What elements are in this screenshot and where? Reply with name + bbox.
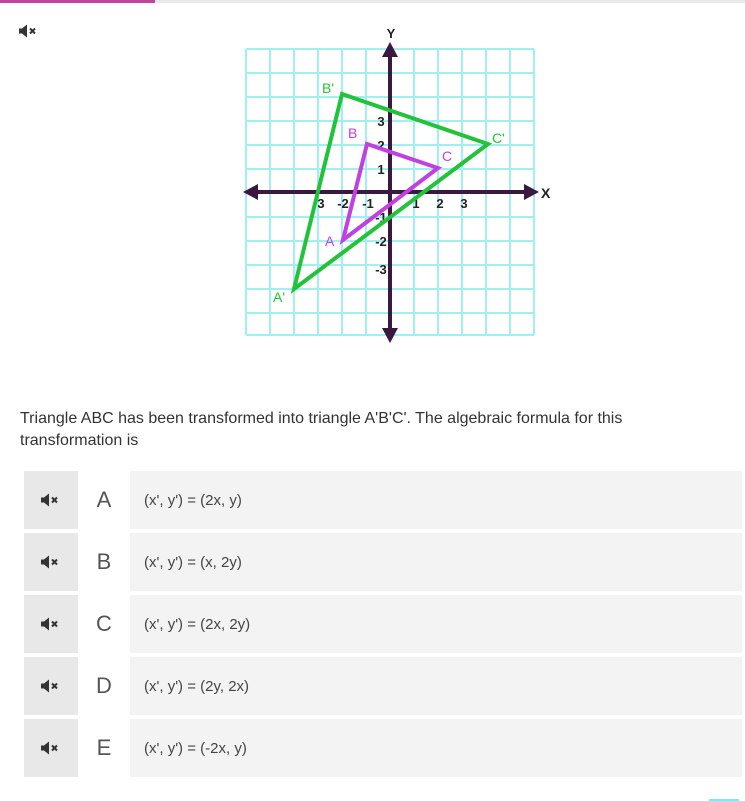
svg-text:-2: -2 [337,196,349,211]
option-text: (x', y') = (2x, 2y) [130,595,742,653]
option-letter: D [78,657,130,715]
svg-text:B': B' [322,80,335,96]
option-text: (x', y') = (-2x, y) [130,719,742,777]
svg-text:X: X [541,185,551,201]
option-audio-button[interactable] [24,719,78,777]
option-letter: C [78,595,130,653]
svg-text:C': C' [492,130,505,146]
question-text: Triangle ABC has been transformed into triangle A'B'C'. The algebraic formula for this transformation is [20,410,623,449]
option-a[interactable] [24,471,742,529]
svg-text:3: 3 [317,196,325,211]
speaker-muted-icon [40,555,62,569]
option-b[interactable] [24,533,742,591]
svg-text:3: 3 [460,196,468,211]
option-c[interactable] [24,595,742,653]
svg-text:-1: -1 [362,196,374,211]
svg-text:2: 2 [377,138,385,153]
svg-text:1: 1 [412,196,420,211]
svg-text:2: 2 [436,196,444,211]
svg-text:-3: -3 [375,262,387,277]
speaker-muted-icon [40,617,62,631]
svg-text:B: B [348,125,358,141]
answer-options [24,471,742,781]
option-letter: A [78,471,130,529]
svg-text:-2: -2 [375,234,387,249]
svg-text:C: C [442,148,453,164]
speaker-muted-icon [40,493,62,507]
speaker-muted-icon [40,741,62,755]
option-text: (x', y') = (2x, y) [130,471,742,529]
option-audio-button[interactable] [24,657,78,715]
option-audio-button[interactable] [24,595,78,653]
svg-text:A': A' [273,289,286,305]
option-text: (x', y') = (2y, 2x) [130,657,742,715]
option-d[interactable] [24,657,742,715]
axes [243,42,539,343]
svg-text:1: 1 [377,162,385,177]
speaker-muted-icon [40,679,62,693]
option-audio-button[interactable] [24,471,78,529]
coordinate-graph [0,0,745,360]
option-letter: B [78,533,130,591]
svg-text:-1: -1 [375,210,387,225]
svg-text:3: 3 [377,114,385,129]
option-e[interactable] [24,719,742,777]
option-letter: E [78,719,130,777]
option-text: (x', y') = (x, 2y) [130,533,742,591]
option-audio-button[interactable] [24,533,78,591]
svg-text:A: A [325,233,335,249]
svg-text:Y: Y [386,26,396,41]
